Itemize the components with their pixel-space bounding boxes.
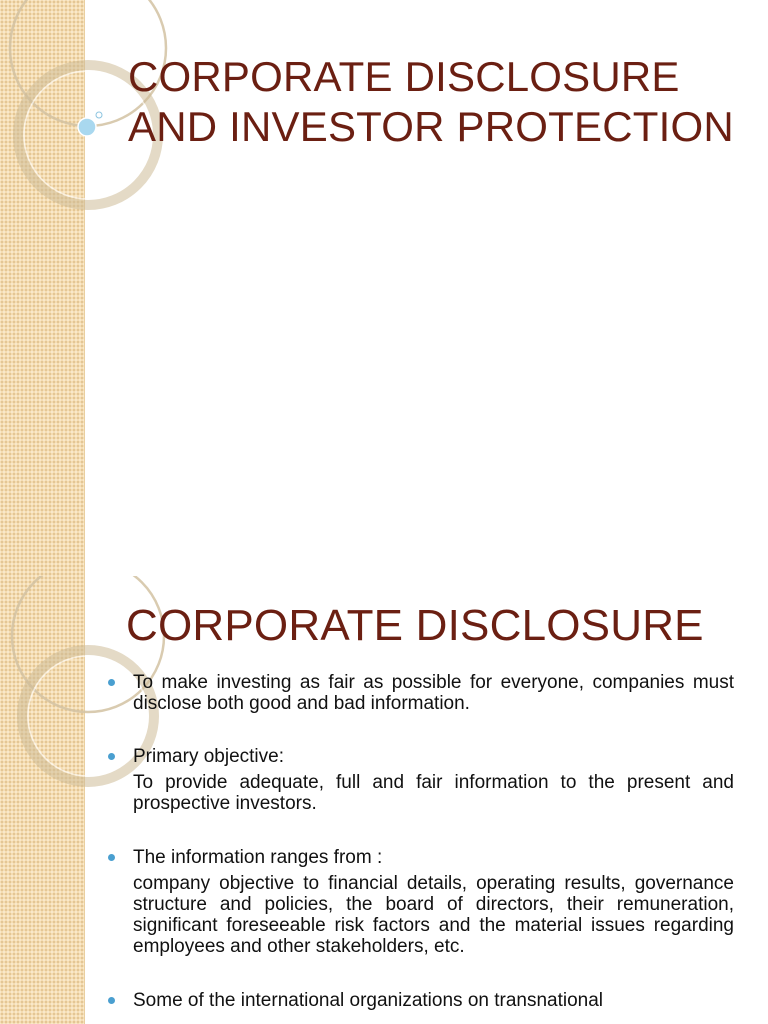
slide-2 bbox=[0, 576, 768, 1024]
slide-1-title-line-2: AND INVESTOR PROTECTION bbox=[128, 103, 734, 150]
list-item bbox=[106, 672, 734, 714]
bullet-text: The information ranges from : bbox=[133, 847, 383, 868]
bullet-text: To make investing as fair as possible for everyone, companies must disclose both good and bad information. bbox=[133, 672, 734, 714]
bullet-dot-icon bbox=[108, 854, 115, 861]
bullet-text: Some of the international organizations on transnational bbox=[133, 990, 604, 1011]
list-item bbox=[106, 847, 734, 957]
ring-decoration-icon bbox=[0, 0, 140, 200]
slide-1-title-line-1: CORPORATE DISCLOSURE bbox=[128, 53, 680, 100]
bullet-subtext: company objective to financial details, operating results, governance structure and policies, the board of directors, their remuneration, significant foreseeable risk factors and the material issues regarding employees and other stakeholders, etc. bbox=[133, 873, 734, 957]
bullet-text: Primary objective: bbox=[133, 746, 284, 767]
list-item bbox=[106, 990, 734, 1011]
bullet-dot-icon bbox=[108, 679, 115, 686]
slide-2-title: CORPORATE DISCLOSURE bbox=[126, 601, 704, 650]
bullet-subtext: To provide adequate, full and fair information to the present and prospective investors. bbox=[133, 772, 734, 814]
bullet-dot-icon bbox=[108, 753, 115, 760]
list-item bbox=[106, 746, 734, 814]
bullet-dot-icon bbox=[108, 997, 115, 1004]
bullet-list bbox=[106, 672, 734, 1011]
slide-1-title bbox=[128, 52, 748, 152]
